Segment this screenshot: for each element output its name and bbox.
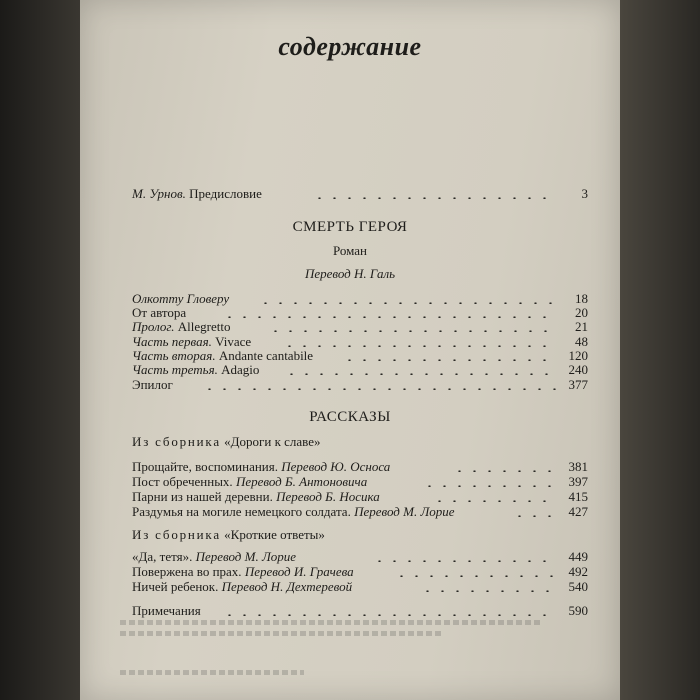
- page-number: 240: [568, 362, 588, 377]
- page-number: 427: [568, 504, 588, 519]
- dot-leader: [312, 197, 558, 199]
- left-margin: [0, 0, 80, 700]
- dot-leader: [258, 302, 558, 304]
- page-number: 21: [575, 319, 588, 334]
- collection-heading: [132, 434, 588, 450]
- story-translator: Перевод М. Лорие: [350, 504, 455, 519]
- dot-leader: [202, 388, 558, 390]
- page-title: содержание: [278, 32, 422, 61]
- dot-leader: [394, 575, 558, 577]
- page-number: 590: [568, 603, 588, 618]
- dot-leader: [342, 359, 558, 361]
- story-translator: Перевод Н. Дехтеревой: [218, 579, 353, 594]
- entry-title: Adagio: [217, 362, 260, 377]
- entry-title-italic: Часть вторая.: [132, 348, 216, 363]
- entry-title: Andante cantabile: [215, 348, 314, 363]
- entry-title-italic: Олкотту Гловеру: [132, 291, 230, 306]
- page-number: 3: [581, 186, 588, 201]
- page-number: 492: [568, 564, 588, 579]
- dot-leader: [512, 515, 558, 517]
- dot-leader: [268, 330, 558, 332]
- entry-title: Allegretto: [174, 319, 231, 334]
- dot-leader: [284, 373, 558, 375]
- intro-label: Предисловие: [189, 186, 262, 201]
- page-number: 120: [568, 348, 588, 363]
- page-number: 18: [575, 291, 588, 306]
- dot-leader: [282, 345, 558, 347]
- toc-entry: [132, 377, 588, 393]
- dot-leader: [432, 500, 558, 502]
- page-number: 449: [568, 549, 588, 564]
- toc-entry: [132, 564, 588, 580]
- page-number: 20: [575, 305, 588, 320]
- toc-entry: [132, 549, 588, 565]
- story-title: Раздумья на могиле немецкого солдата.: [132, 504, 351, 519]
- toc-entry-intro: [132, 186, 588, 202]
- section-translator: Перевод Н. Галь: [304, 266, 396, 281]
- section-heading-stories: РАССКАЗЫ: [309, 409, 391, 425]
- toc-entry: [132, 319, 588, 335]
- story-title: Прощайте, воспоминания.: [132, 459, 278, 474]
- section-subheading: Роман: [332, 243, 368, 258]
- dot-leader: [222, 316, 558, 318]
- story-translator: Перевод Б. Антоновича: [232, 474, 368, 489]
- toc-entry: [132, 504, 588, 520]
- collection-heading: [132, 527, 588, 543]
- story-translator: Перевод М. Лорие: [192, 549, 297, 564]
- intro-author: М. Урнов.: [132, 186, 186, 201]
- page-number: 377: [568, 377, 588, 392]
- collection-name: «Дороги к славе»: [220, 434, 321, 449]
- entry-title: От автора: [132, 305, 187, 320]
- page-number: 540: [568, 579, 588, 594]
- story-title: Пост обреченных.: [132, 474, 233, 489]
- dot-leader: [422, 485, 558, 487]
- book-page: [80, 0, 620, 700]
- entry-title-italic: Пролог.: [132, 319, 175, 334]
- story-title: Ничей ребенок.: [132, 579, 219, 594]
- toc-entry: [132, 474, 588, 490]
- dot-leader: [372, 560, 558, 562]
- collection-prefix: Из сборника: [132, 434, 221, 449]
- entry-title: Эпилог: [132, 377, 173, 392]
- toc-entry: [132, 459, 588, 475]
- story-title: Парни из нашей деревни.: [132, 489, 273, 504]
- notes-label: Примечания: [132, 603, 201, 618]
- toc-entry: [132, 362, 588, 378]
- entry-title-italic: Часть первая.: [132, 334, 212, 349]
- right-margin: [620, 0, 700, 700]
- story-translator: Перевод И. Грачева: [241, 564, 354, 579]
- bleed-through-text: [120, 614, 580, 674]
- toc-entry: [132, 489, 588, 505]
- entry-title-italic: Часть третья.: [132, 362, 218, 377]
- section-heading-novel: СМЕРТЬ ГЕРОЯ: [292, 219, 408, 235]
- story-translator: Перевод Ю. Осноса: [277, 459, 391, 474]
- collection-name: «Кроткие ответы»: [220, 527, 325, 542]
- toc-entry: [132, 579, 588, 595]
- collection-prefix: Из сборника: [132, 527, 221, 542]
- story-title: Повержена во прах.: [132, 564, 242, 579]
- entry-title: Vivace: [211, 334, 252, 349]
- dot-leader: [420, 590, 558, 592]
- page-number: 48: [575, 334, 588, 349]
- story-title: «Да, тетя».: [132, 549, 193, 564]
- dot-leader: [452, 470, 558, 472]
- page-number: 381: [568, 459, 588, 474]
- page-number: 415: [568, 489, 588, 504]
- page-number: 397: [568, 474, 588, 489]
- story-translator: Перевод Б. Носика: [272, 489, 380, 504]
